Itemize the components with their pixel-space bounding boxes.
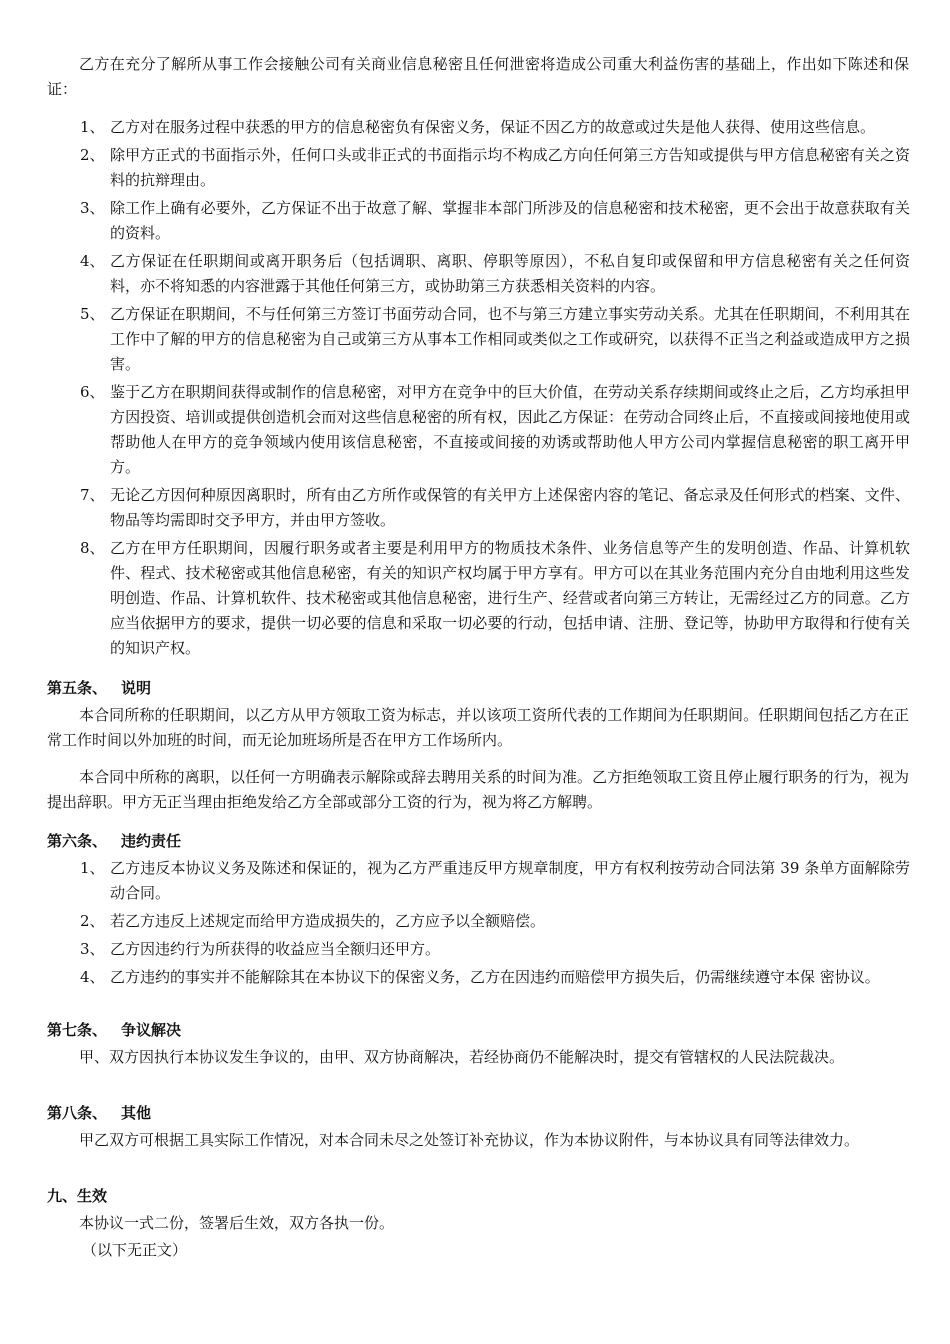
article-9-paragraph: 本协议一式二份，签署后生效，双方各执一份。 xyxy=(79,1214,395,1232)
item-number: 2、 xyxy=(80,146,105,164)
item-number: 2、 xyxy=(80,912,105,930)
article-8-paragraph: 甲乙双方可根据工具实际工作情况，对本合同未尽之处签订补充协议，作为本协议附件，与本协议具有同等法律效力。 xyxy=(79,1131,860,1149)
item-number: 4、 xyxy=(80,252,105,270)
item-text: 乙方保证在职期间，不与任何第三方签订书面劳动合同，也不与第三方建立事实劳动关系。尤其在任职期间，不利用其在工作中了解的甲方的信息秘密为自己或第三方从事本工作相同或类似之工作或研究，以获得不正当之利益或造成甲方之损害。 xyxy=(110,305,910,373)
list-item xyxy=(80,965,910,990)
list-item xyxy=(80,196,910,246)
item-number: 6、 xyxy=(80,383,105,401)
item-text: 乙方违约的事实并不能解除其在本协议下的保密义务，乙方在因违约而赔偿甲方损失后，仍需继续遵守本保 密协议。 xyxy=(110,968,880,986)
list-item xyxy=(80,302,910,377)
intro-paragraph: 乙方在充分了解所从事工作会接触公司有关商业信息秘密且任何泄密将造成公司重大利益伤害的基础上，作出如下陈述和保证： xyxy=(47,55,909,98)
item-text: 乙方对在服务过程中获悉的甲方的信息秘密负有保密义务，保证不因乙方的故意或过失是他人获得、使用这些信息。 xyxy=(110,118,876,136)
article-5-paragraph-2: 本合同中所称的离职，以任何一方明确表示解除或辞去聘用关系的时间为准。乙方拒绝领取工资且停止履行职务的行为，视为提出辞职。甲方无正当理由拒绝发给乙方全部或部分工资的行为，视为将乙方解聘。 xyxy=(47,768,909,811)
item-number: 5、 xyxy=(80,305,105,323)
article-number: 第七条、 xyxy=(47,1021,108,1039)
list-item xyxy=(80,483,910,533)
list-item xyxy=(80,249,910,299)
end-of-text-note: （以下无正文） xyxy=(82,1241,188,1259)
item-text: 除工作上确有必要外，乙方保证不出于故意了解、掌握非本部门所涉及的信息秘密和技术秘密，更不会出于故意获取有关的资料。 xyxy=(110,199,910,242)
item-number: 4、 xyxy=(80,968,105,986)
item-text: 除甲方正式的书面指示外，任何口头或非正式的书面指示均不构成乙方向任何第三方告知或提供与甲方信息秘密有关之资料的抗辩理由。 xyxy=(110,146,910,189)
list-item xyxy=(80,143,910,193)
article-number: 第八条、 xyxy=(47,1104,108,1122)
item-text: 鉴于乙方在职期间获得或制作的信息秘密，对甲方在竞争中的巨大价值，在劳动关系存续期间或终止之后，乙方均承担甲方因投资、培训或提供创造机会而对这些信息秘密的所有权，因此乙方保证：在劳动合同终止后，不直接或间接地使用或帮助他人在甲方的竞争领域内使用该信息秘密，不直接或间接的劝诱或帮助他人甲方公司内掌握信息秘密的职工离开甲方。 xyxy=(110,383,910,476)
item-number: 8、 xyxy=(80,539,105,557)
list-item xyxy=(80,856,910,906)
article-title: 违约责任 xyxy=(121,832,182,850)
list-item xyxy=(80,536,910,661)
article-title: 争议解决 xyxy=(121,1021,182,1039)
article-8-heading xyxy=(47,1101,151,1126)
article-7-heading xyxy=(47,1018,181,1043)
item-number: 1、 xyxy=(80,118,105,136)
item-text: 乙方保证在任职期间或离开职务后（包括调职、离职、停职等原因），不私自复印或保留和甲方信息秘密有关之任何资料，亦不将知悉的内容泄露于其他任何第三方，或协助第三方获悉相关资料的内容。 xyxy=(110,252,910,295)
article-7-paragraph: 甲、双方因执行本协议发生争议的，由甲、双方协商解决，若经协商仍不能解决时，提交有管辖权的人民法院裁决。 xyxy=(79,1048,845,1066)
item-text: 乙方违反本协议义务及陈述和保证的，视为乙方严重违反甲方规章制度，甲方有权利按劳动合同法第 39 条单方面解除劳动合同。 xyxy=(110,859,910,902)
item-number: 3、 xyxy=(80,940,105,958)
item-text: 乙方在甲方任职期间，因履行职务或者主要是利用甲方的物质技术条件、业务信息等产生的发明创造、作品、计算机软件、程式、技术秘密或其他信息秘密，有关的知识产权均属于甲方享有。甲方可以在其业务范围内充分自由地利用这些发明创造、作品、计算机软件、技术秘密或其他信息秘密，进行生产、经营或者向第三方转让，无需经过乙方的同意。乙方应当依据甲方的要求，提供一切必要的信息和采取一切必要的行动，包括申请、注册、登记等，协助甲方取得和行使有关的知识产权。 xyxy=(110,539,910,657)
item-text: 乙方因违约行为所获得的收益应当全额归还甲方。 xyxy=(110,940,441,958)
article-title: 其他 xyxy=(121,1104,152,1122)
promise-list xyxy=(80,115,910,664)
article-5-heading xyxy=(47,676,151,701)
item-text: 若乙方违反上述规定而给甲方造成损失的，乙方应予以全额赔偿。 xyxy=(110,912,546,930)
list-item xyxy=(80,115,910,140)
liability-list xyxy=(80,856,910,993)
item-number: 3、 xyxy=(80,199,105,217)
item-text: 无论乙方因何种原因离职时，所有由乙方所作或保管的有关甲方上述保密内容的笔记、备忘录及任何形式的档案、文件、物品等均需即时交予甲方，并由甲方签收。 xyxy=(110,486,910,529)
article-title: 说明 xyxy=(121,679,152,697)
article-number: 第五条、 xyxy=(47,679,108,697)
article-5-paragraph-1: 本合同所称的任职期间，以乙方从甲方领取工资为标志，并以该项工资所代表的工作期间为任职期间。任职期间包括乙方在正常工作时间以外加班的时间，而无论加班场所是否在甲方工作场所内。 xyxy=(47,706,909,749)
article-9-heading: 九、生效 xyxy=(47,1187,108,1205)
list-item xyxy=(80,909,910,934)
list-item xyxy=(80,937,910,962)
article-6-heading xyxy=(47,829,181,854)
article-number: 第六条、 xyxy=(47,832,108,850)
list-item xyxy=(80,380,910,480)
item-number: 1、 xyxy=(80,859,105,877)
item-number: 7、 xyxy=(80,486,105,504)
